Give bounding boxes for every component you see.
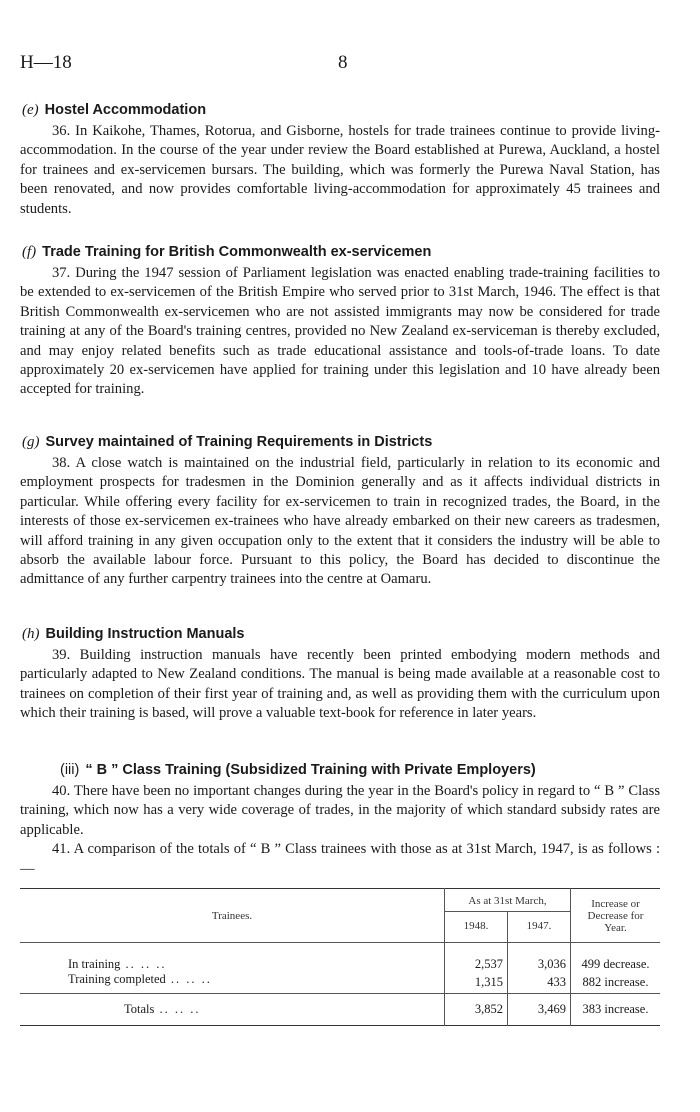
value-1947: 3,036 bbox=[508, 957, 571, 972]
column-header-1948: 1948. bbox=[445, 912, 508, 943]
section-title: Trade Training for British Commonwealth ex-servicemen bbox=[42, 244, 432, 260]
page-number: 8 bbox=[338, 52, 348, 73]
value-change: 882 increase. bbox=[571, 972, 661, 994]
section-title: Survey maintained of Training Requirements in Districts bbox=[45, 434, 433, 450]
paragraph-38: 38. A close watch is maintained on the industrial field, particularly in relation to its economic and employment prospects for tradesmen in the Dominion generally and as it affects individual districts in particular. While offering every facility for ex-servicemen to train in recognized trades, the Board, in the interests of those ex-servicemen ex-trainees who have already embarked on their new careers as tradesmen, will afford training in any given occupation only to the extent that it considers the industry will be able to absorb the available labour force. Pursuant to this policy, the Board has decided to discontinue the admittance of any further carpentry trainees into the centre at Oamaru. bbox=[20, 455, 660, 588]
trainees-comparison-table bbox=[20, 888, 660, 1027]
paragraph-37: 37. During the 1947 session of Parliament legislation was enacted enabling trade-training facilities to be extended to ex-servicemen of the British Empire who served prior to 31st March, 1946. The effect is that British Commonwealth ex-servicemen who are not assisted immigrants may now be considered for trade training at any of the Board's training centres, provided no New Zealand ex-serviceman is thereby excluded, and may enjoy related benefits such as trade educational assistance and tools-of-trade loans. To date approximately 20 ex-servicemen have applied for training under this legislation and 10 have already been accepted for training. bbox=[20, 265, 660, 398]
section-hostel-accommodation bbox=[20, 100, 660, 219]
row-label: In training bbox=[68, 957, 121, 971]
document-reference: H—18 bbox=[20, 52, 72, 73]
section-heading bbox=[60, 760, 660, 780]
paragraph-41: 41. A comparison of the totals of “ B ” Class trainees with those as at 31st March, 1947, is as follows :— bbox=[20, 841, 660, 877]
total-change: 383 increase. bbox=[571, 994, 661, 1026]
section-building-manuals bbox=[20, 624, 660, 724]
column-header-date-group: As at 31st March, bbox=[445, 889, 571, 912]
section-letter: (h) bbox=[22, 626, 40, 642]
section-title: Building Instruction Manuals bbox=[45, 626, 245, 642]
total-1947: 3,469 bbox=[508, 994, 571, 1026]
total-1948: 3,852 bbox=[445, 994, 508, 1026]
section-commonwealth-ex-servicemen bbox=[20, 242, 660, 400]
value-change: 499 decrease. bbox=[571, 957, 661, 972]
value-1948: 2,537 bbox=[445, 957, 508, 972]
column-header-trainees: Trainees. bbox=[211, 909, 253, 922]
section-letter: (g) bbox=[22, 434, 40, 450]
section-heading bbox=[22, 432, 660, 452]
column-header-1947: 1947. bbox=[508, 912, 571, 943]
section-b-class-training bbox=[20, 760, 660, 879]
section-title: Hostel Accommodation bbox=[44, 102, 207, 118]
row-leader: .. .. .. bbox=[165, 972, 212, 986]
table-row bbox=[20, 972, 660, 994]
section-numeral: (iii) bbox=[60, 762, 80, 778]
section-title: “ B ” Class Training (Subsidized Training with Private Employers) bbox=[85, 762, 536, 778]
paragraph-36: 36. In Kaikohe, Thames, Rotorua, and Gisborne, hostels for trade trainees continue to provide living-accommodation. In the course of the year under review the Board established at Purewa, Auckland, a hostel for trainees and ex-servicemen bursars. The building, which was formerly the Purewa Naval Station, has been renovated, and now provides comfortable living-accommodation for approximately 45 trainees and students. bbox=[20, 123, 660, 217]
section-letter: (f) bbox=[22, 244, 37, 260]
section-survey-training-requirements bbox=[20, 432, 660, 590]
section-heading bbox=[22, 242, 660, 262]
row-label: Training completed bbox=[68, 972, 166, 986]
table-row bbox=[20, 957, 660, 972]
total-label: Totals bbox=[124, 1002, 155, 1016]
section-heading bbox=[22, 624, 660, 644]
value-1947: 433 bbox=[508, 972, 571, 994]
paragraph-40: 40. There have been no important changes during the year in the Board's policy in regard to “ B ” Class training, which now has a very wide coverage of trades, in the majority of which standard subsidy rates are applicable. bbox=[20, 783, 660, 838]
value-1948: 1,315 bbox=[445, 972, 508, 994]
table-total-row bbox=[20, 994, 660, 1026]
column-header-change: Increase or Decrease for Year. bbox=[571, 889, 661, 943]
paragraph-39: 39. Building instruction manuals have recently been printed embodying modern methods and particularly adapted to New Zealand conditions. The manual is being made available at a reasonable cost to trainees on completion of their first year of training and, as well as providing them with the curriculum upon which their training is based, will prove a valuable text-book for reference in later years. bbox=[20, 647, 660, 722]
page-header bbox=[20, 52, 660, 76]
row-leader: .. .. .. bbox=[120, 957, 167, 971]
row-leader: .. .. .. bbox=[154, 1002, 201, 1016]
section-heading bbox=[22, 100, 660, 120]
section-letter: (e) bbox=[22, 102, 39, 118]
